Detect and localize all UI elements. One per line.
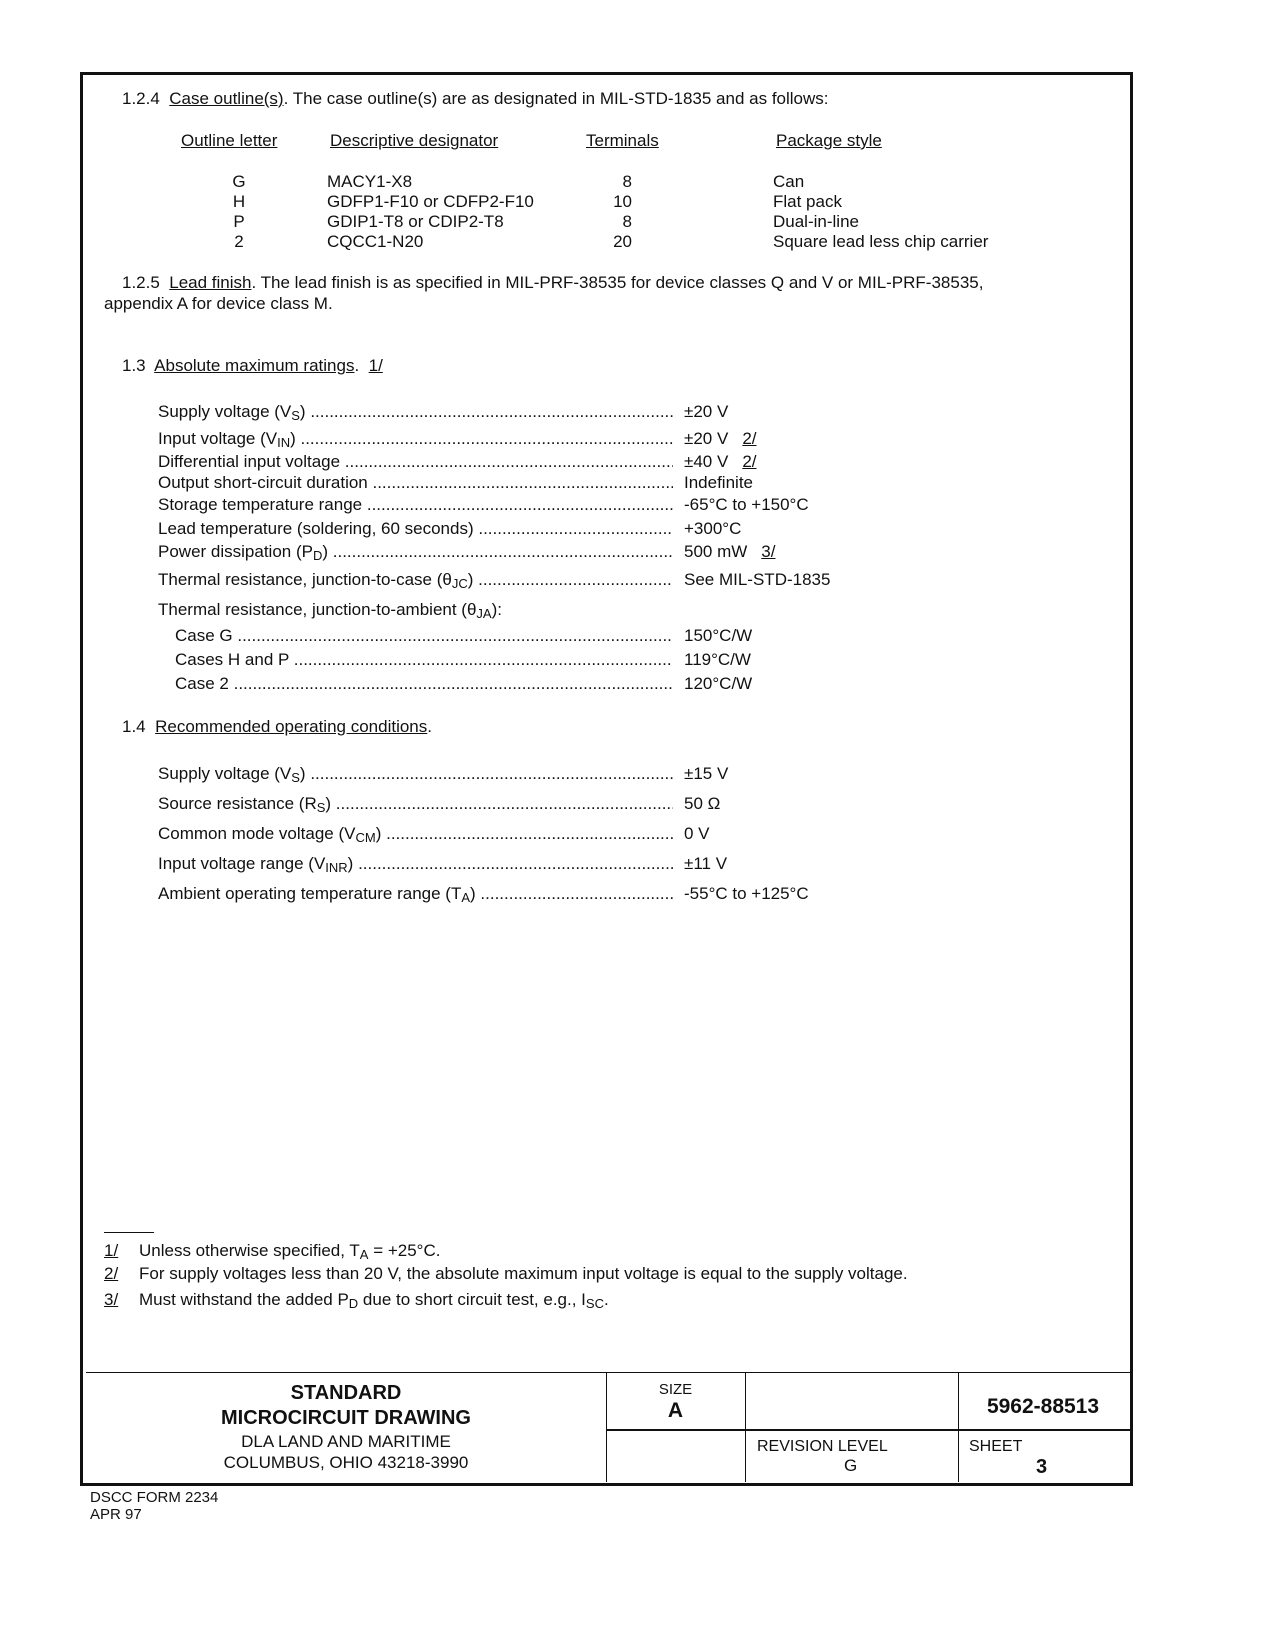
outline-letter: G: [232, 172, 246, 191]
leader-dots: [368, 473, 673, 492]
ja-heading: [158, 600, 502, 620]
package-style: Square lead less chip carrier: [773, 232, 989, 251]
footnote-text: [139, 1241, 440, 1261]
revision-label: REVISION LEVEL: [757, 1438, 888, 1455]
rating-label: [158, 519, 673, 539]
leader-dots: [353, 854, 673, 873]
label-text: Ambient operating temperature range (T: [158, 884, 462, 903]
form-number: DSCC FORM 2234: [90, 1489, 219, 1506]
leader-dots: [229, 674, 673, 693]
rating-value: [684, 764, 728, 784]
value-text: 150°C/W: [684, 626, 753, 645]
outline-letter: H: [232, 192, 246, 211]
rating-label: [158, 542, 673, 562]
label-text: Input voltage (V: [158, 429, 278, 448]
subscript: S: [316, 800, 326, 814]
label-text: Case G: [175, 626, 233, 645]
agency-name: DLA LAND AND MARITIME: [241, 1432, 451, 1451]
label-text: ): [322, 542, 329, 561]
terminals: 20: [613, 232, 632, 251]
value-text: Indefinite: [684, 473, 753, 492]
section-1-3-heading: 1.3 Absolute maximum ratings. 1/: [122, 356, 383, 375]
label-text: ):: [491, 600, 502, 619]
rating-value: [684, 824, 710, 844]
terminals: 10: [613, 192, 632, 211]
value-text: +300°C: [684, 519, 742, 538]
value-text: 120°C/W: [684, 674, 753, 693]
leader-dots: [296, 429, 673, 448]
leader-dots: [306, 402, 673, 421]
value-text: 119°C/W: [684, 650, 751, 669]
rating-label: [158, 884, 673, 904]
sheet-number: 3: [1036, 1456, 1048, 1478]
col-header: Descriptive designator: [330, 131, 499, 150]
label-text: Thermal resistance, junction-to-ambient (θ: [158, 600, 477, 619]
text: Unless otherwise specified, T: [139, 1241, 360, 1260]
form-date: APR 97: [90, 1506, 142, 1523]
rating-label: [158, 854, 673, 874]
rating-label: [158, 794, 673, 814]
col-header: Terminals: [586, 131, 659, 150]
rating-value: [684, 650, 751, 670]
section-1-2-4: 1.2.4 Case outline(s). The case outline(s) are as designated in MIL-STD-1835 and as follows:: [122, 89, 829, 108]
footnote-mark: 1/: [104, 1241, 119, 1260]
label-text: ): [467, 570, 474, 589]
label-text: ): [470, 884, 476, 903]
footnote-ref: 2/: [742, 452, 757, 471]
rating-value: [684, 429, 757, 449]
label-text: Lead temperature (soldering, 60 seconds): [158, 519, 474, 538]
label-text: Output short-circuit duration: [158, 473, 368, 492]
footnote-ref: 3/: [761, 542, 776, 561]
subscript: SC: [585, 1296, 604, 1311]
footnote-text: [139, 1264, 908, 1284]
leader-dots: [331, 794, 673, 813]
text: due to short circuit test, e.g., I: [358, 1290, 586, 1309]
subscript: D: [348, 1296, 359, 1311]
leader-dots: [381, 824, 673, 843]
label-text: ): [290, 429, 296, 448]
leader-dots: [289, 650, 673, 669]
label-text: ): [375, 824, 382, 843]
subscript: INR: [325, 860, 348, 874]
label-text: Thermal resistance, junction-to-case (θ: [158, 570, 452, 589]
outline-letter: 2: [234, 232, 244, 251]
label-text: ): [347, 854, 354, 873]
leader-dots: [233, 626, 673, 645]
footnote-text: [139, 1290, 609, 1310]
terminals: 8: [622, 212, 632, 231]
value-text: ±40 V: [684, 452, 729, 471]
label-text: Supply voltage (V: [158, 764, 292, 783]
rating-label: [158, 764, 673, 784]
rating-value: [684, 794, 720, 814]
rating-value: [684, 473, 767, 493]
value-text: ±20 V: [684, 402, 729, 421]
subscript: A: [359, 1247, 369, 1262]
subscript: A: [461, 890, 470, 904]
agency-address: COLUMBUS, OHIO 43218-3990: [223, 1453, 469, 1472]
footnote-mark: 3/: [104, 1290, 119, 1309]
label-text: Case 2: [175, 674, 229, 693]
drawing-number: 5962-88513: [986, 1395, 1100, 1418]
revision-value: G: [844, 1456, 858, 1475]
value-text: ±11 V: [684, 854, 728, 873]
label-text: ): [299, 764, 306, 783]
rating-label: [158, 429, 673, 449]
subscript: D: [312, 548, 323, 562]
label-text: ): [299, 402, 306, 421]
text: = +25°C.: [368, 1241, 441, 1260]
rating-label: [158, 570, 673, 590]
leader-dots: [362, 495, 673, 514]
rating-value: [684, 570, 844, 590]
label-text: Power dissipation (P: [158, 542, 313, 561]
terminals: 8: [622, 172, 632, 191]
title-drawing: MICROCIRCUIT DRAWING: [221, 1407, 471, 1429]
footnote-mark: 2/: [104, 1264, 119, 1283]
subscript: JA: [476, 606, 492, 621]
label-text: Storage temperature range: [158, 495, 363, 514]
size-value: A: [667, 1399, 684, 1422]
leader-dots: [474, 519, 673, 538]
label-text: Common mode voltage (V: [158, 824, 356, 843]
rating-label: [175, 626, 673, 646]
descriptive-designator: GDIP1-T8 or CDIP2-T8: [327, 212, 504, 231]
leader-dots: [340, 452, 673, 471]
rating-label: [158, 824, 673, 844]
text: For supply voltages less than 20 V, the absolute maximum input voltage is equal to the supply voltage.: [139, 1264, 908, 1283]
value-text: See MIL-STD-1835: [684, 570, 831, 589]
leader-dots: [328, 542, 673, 561]
label-text: Cases H and P: [175, 650, 290, 669]
descriptive-designator: MACY1-X8: [327, 172, 413, 191]
outline-letter: P: [233, 212, 245, 231]
package-style: Flat pack: [773, 192, 842, 211]
sheet-label: SHEET: [969, 1438, 1023, 1455]
rating-value: [684, 542, 775, 562]
text: Must withstand the added P: [139, 1290, 349, 1309]
leader-dots: [476, 884, 673, 903]
rating-value: [684, 674, 752, 694]
rating-value: [684, 884, 809, 904]
rating-value: [684, 854, 727, 874]
subscript: IN: [277, 435, 291, 449]
label-text: Supply voltage (V: [158, 402, 292, 421]
footnote-ref: 2/: [742, 429, 757, 448]
value-text: -65°C to +150°C: [684, 495, 809, 514]
rating-value: [684, 452, 757, 472]
rating-label: [158, 402, 673, 422]
leader-dots: [473, 570, 673, 589]
subscript: CM: [355, 830, 376, 844]
text: .: [603, 1290, 609, 1309]
section-1-4-heading: 1.4 Recommended operating conditions.: [122, 717, 432, 736]
rating-value: [684, 495, 823, 515]
col-header: Outline letter: [181, 131, 278, 150]
label-text: Differential input voltage: [158, 452, 341, 471]
col-header: Package style: [776, 131, 882, 150]
package-style: Can: [773, 172, 805, 191]
rating-value: [684, 626, 752, 646]
value-text: 50 Ω: [684, 794, 721, 813]
subscript: JC: [451, 576, 468, 590]
rating-label: [158, 452, 673, 472]
rating-value: [684, 402, 742, 422]
title-standard: STANDARD: [290, 1382, 402, 1404]
value-text: ±20 V: [684, 429, 729, 448]
section-1-2-5-cont: appendix A for device class M.: [104, 294, 333, 313]
label-text: Input voltage range (V: [158, 854, 326, 873]
rating-label: [175, 650, 673, 670]
label-text: ): [325, 794, 332, 813]
size-label: SIZE: [658, 1381, 693, 1398]
subscript: S: [291, 770, 300, 784]
rating-label: [158, 495, 673, 515]
leader-dots: [306, 764, 673, 783]
value-text: 500 mW: [684, 542, 748, 561]
value-text: -55°C to +125°C: [684, 884, 809, 903]
section-1-2-5: 1.2.5 Lead finish. The lead finish is as specified in MIL-PRF-38535 for device classes Q and V or MIL-PRF-38535,: [122, 273, 984, 292]
rating-label: [175, 674, 673, 694]
footnote-rule: [104, 1232, 154, 1233]
label-text: Source resistance (R: [158, 794, 317, 813]
descriptive-designator: CQCC1-N20: [327, 232, 424, 251]
rating-value: [684, 519, 755, 539]
value-text: 0 V: [684, 824, 710, 843]
value-text: ±15 V: [684, 764, 729, 783]
rating-label: [158, 473, 673, 493]
descriptive-designator: GDFP1-F10 or CDFP2-F10: [327, 192, 534, 211]
subscript: S: [291, 408, 300, 422]
package-style: Dual-in-line: [773, 212, 859, 231]
